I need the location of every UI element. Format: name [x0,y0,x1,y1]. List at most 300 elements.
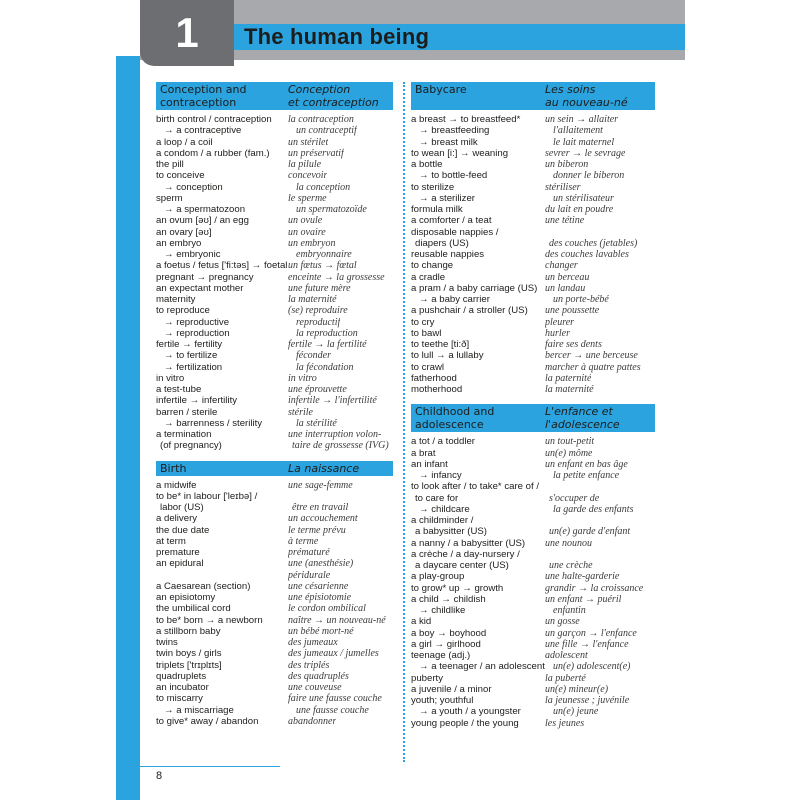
english-term: premature [156,547,200,558]
english-term: an ovum [əʊ] / an egg [156,215,249,227]
english-term: → childcare [419,503,470,515]
english-term: to change [411,260,454,272]
french-translation: un enfant → puéril [545,593,622,605]
vocab-entry [156,137,393,148]
vocab-entry [411,227,655,238]
heading-line: adolescence [415,418,484,432]
french-translation: la garde des enfants [553,503,634,515]
english-term: a termination [156,429,212,440]
vocab-entry [411,706,655,717]
french-translation: un landau [545,282,586,294]
vocab-entry [411,148,655,159]
english-term: → a baby carrier [419,294,490,305]
vocab-entry [411,628,655,639]
vocab-entry [411,616,655,627]
column-divider [403,82,405,762]
vocab-entry [411,317,655,328]
french-translation: enfantin [553,605,586,616]
vocab-entry [156,170,393,181]
vocab-entry [156,513,393,524]
section-heading-fr [288,83,379,109]
vocab-entry [411,272,655,283]
vocab-section [156,82,393,452]
heading-line: La naissance [288,461,360,475]
vocab-entry [411,294,655,305]
english-term: a tot / a toddler [411,436,475,448]
english-term: birth control / contraception [156,114,272,125]
french-translation: une sage-femme [288,479,353,491]
english-term: a condom / a rubber (fam.) [156,147,270,159]
french-translation: sevrer → le sevrage [545,147,626,159]
french-translation: être en travail [292,502,349,513]
english-term: labor (US) [160,502,204,513]
vocab-section [156,461,393,728]
french-translation: une éprouvette [288,384,347,395]
english-term: barren / sterile [156,406,218,418]
english-term: to bawl [411,327,442,339]
french-translation: abandonner [288,715,337,727]
french-translation: un sein → allaiter [545,114,619,125]
section-heading [411,404,655,432]
vocab-entry [156,159,393,170]
left-margin-band [116,56,140,800]
english-term: to cry [411,316,435,328]
heading-line: au nouveau-né [545,96,628,109]
english-term: a cradle [411,271,446,283]
french-translation: une tétine [545,215,585,227]
english-term: → to fertilize [164,350,218,362]
vocab-entry [156,384,393,395]
english-term: → a contraceptive [164,125,242,137]
french-translation: faire ses dents [545,339,602,350]
vocab-entry [411,650,655,661]
vocab-entry [411,193,655,204]
heading-line: Childhood and [415,405,495,419]
french-translation: faire une fausse couche [288,693,382,705]
english-term: a stillborn baby [156,625,221,637]
english-term: an incubator [156,682,209,693]
french-translation: féconder [296,350,331,362]
french-translation: un biberon [545,159,589,170]
vocab-entry [411,538,655,549]
heading-line: L'enfance et [545,405,613,419]
english-term: sperm [156,192,183,204]
english-term: a pushchair / a stroller (US) [411,305,528,317]
vocab-entry [156,407,393,418]
vocab-entry [156,581,393,592]
french-translation: marcher à quatre pattes [545,361,641,373]
chapter-number: 1 [175,9,199,56]
vocab-entry [411,695,655,706]
french-translation: hurler [545,327,570,339]
french-translation: une couveuse [288,682,342,693]
english-term: the due date [156,524,210,536]
vocab-entry [156,260,393,271]
french-translation: un accouchement [288,513,358,525]
vocab-entry [156,227,393,238]
french-translation: la petite enfance [553,470,620,481]
vocab-entry [156,693,393,704]
english-term: a nanny / a babysitter (US) [411,537,526,549]
french-translation: le terme prévu [288,524,346,536]
english-term: (of pregnancy) [160,440,222,452]
vocab-entry [156,418,393,429]
english-term: diapers (US) [415,237,469,249]
vocab-entry [156,525,393,536]
section-heading [411,82,655,110]
french-translation: du lait en poudre [545,204,614,215]
french-translation: (se) reproduire [288,305,348,317]
vocab-entry [156,272,393,283]
french-translation: prématuré [288,547,330,558]
english-term: a childminder / [411,515,474,526]
section-heading-fr [545,83,628,109]
french-translation: un(e) jeune [553,706,599,718]
heading-line: Birth [160,461,187,475]
french-translation: un préservatif [288,147,344,159]
french-translation: concevoir [288,170,328,182]
english-term: a daycare center (US) [415,560,509,571]
english-term: → reproduction [164,327,230,339]
vocab-entry [411,526,655,537]
french-translation: des triplés [288,659,330,671]
english-term: a midwife [156,479,197,491]
vocab-entry [156,350,393,361]
heading-line: Conception and [160,83,247,96]
section-heading-en [415,83,545,109]
english-term: a crèche / a day-nursery / [411,548,520,560]
english-term: → breastfeeding [419,125,490,137]
english-term: the pill [156,159,184,170]
english-term: pregnant → pregnancy [156,271,254,283]
english-term: → a miscarriage [164,704,234,716]
english-term: → a sterilizer [419,192,475,204]
french-translation: infertile → l'infertilité [288,395,377,407]
french-translation: la reproduction [296,327,358,339]
french-translation: la pilule [288,159,322,170]
french-translation: une nounou [545,537,592,549]
vocab-entry [411,159,655,170]
vocab-entry [411,328,655,339]
chapter-number-box [140,0,234,66]
vocab-entry [156,682,393,693]
english-term: reusable nappies [411,249,485,260]
french-translation: une fausse couche [296,704,369,716]
vocab-entry [156,294,393,305]
english-term: a play-group [411,571,465,583]
english-term: youth; youthful [411,695,474,706]
english-term: → breast milk [419,136,478,148]
french-translation: un contraceptif [296,125,357,137]
vocab-entry [411,249,655,260]
left-column [156,82,393,736]
english-term: to crawl [411,361,445,373]
vocab-entry [411,182,655,193]
french-translation: une fille → l'enfance [545,638,629,650]
vocab-entry [156,671,393,682]
french-translation: reproductif [296,316,341,328]
french-translation: la stérilité [296,417,337,429]
french-translation: un porte-bébé [553,294,609,305]
vocab-section [411,404,655,729]
french-translation: des jumeaux [288,637,338,648]
english-term: a kid [411,616,432,628]
vocab-entry [411,459,655,470]
vocab-entry [411,125,655,136]
english-term: teenage (adj.) [411,650,471,661]
english-term: twin boys / girls [156,648,222,660]
english-term: → a teenager / an adolescent [419,661,545,673]
heading-line: et contraception [288,96,379,109]
vocab-entry [156,615,393,626]
french-translation: stérile [288,406,313,418]
french-translation: naître → un nouveau-né [288,614,386,626]
english-term: fertile → fertility [156,339,223,350]
french-translation: péridurale [288,569,331,581]
french-translation: le sperme [288,192,327,204]
vocab-entry [156,648,393,659]
english-term: maternity [156,294,196,305]
english-term: in vitro [156,372,185,384]
english-term: an ovary [əʊ] [156,226,212,238]
english-term: → a spermatozoon [164,204,246,215]
french-translation: un spermatozoïde [296,204,367,215]
vocab-entry [411,137,655,148]
vocab-entry [156,558,393,569]
english-term: → conception [164,181,223,193]
english-term: an infant [411,458,448,470]
heading-line: Conception [288,83,351,96]
french-translation: un(e) adolescent(e) [553,661,631,673]
english-term: → infancy [419,470,462,481]
english-term: to sterilize [411,181,455,193]
english-term: infertile → infertility [156,395,238,407]
french-translation: un berceau [545,271,590,283]
english-term: at term [156,535,186,547]
french-translation: donner le biberon [553,170,625,182]
french-translation: un tout-petit [545,436,595,448]
english-term: formula milk [411,204,463,215]
english-term: puberty [411,672,443,684]
french-translation: une future mère [288,282,351,294]
english-term: a delivery [156,513,198,525]
english-term: to care for [415,492,459,504]
vocab-entry [156,480,393,491]
vocab-entry [411,470,655,481]
vocab-entry [156,536,393,547]
chapter-title-bar [234,24,685,50]
french-translation: taire de grossesse (IVG) [292,440,389,452]
english-term: quadruplets [156,670,207,682]
section-heading-en [160,83,288,109]
vocab-entry [156,238,393,249]
vocab-entry [156,362,393,373]
vocab-entry [411,493,655,504]
english-term: a brat [411,447,436,459]
english-term: → barrenness / sterility [164,417,263,429]
right-column [411,82,655,738]
vocab-entry [411,481,655,492]
english-term: to miscarry [156,693,203,705]
vocab-entry [156,373,393,384]
english-term: to grow* up → growth [411,582,504,594]
french-translation: adolescent [545,650,588,661]
french-translation: une halte-garderie [545,571,620,583]
french-translation: la maternité [545,384,594,395]
english-term: the umbilical cord [156,603,231,615]
vocab-entry [156,215,393,226]
french-translation: une crèche [549,560,593,571]
english-term: to give* away / abandon [156,715,259,727]
english-term: → to bottle-feed [419,170,488,182]
vocab-entry [156,502,393,513]
french-translation: une épisiotomie [288,592,352,603]
english-term: a child → childish [411,593,486,605]
vocab-entry [411,373,655,384]
french-translation: une poussette [545,305,600,317]
french-translation: fertile → la fertilité [288,339,367,350]
section-heading-fr [288,462,359,475]
vocab-entry [156,705,393,716]
vocab-entry [156,716,393,727]
vocab-entry [411,639,655,650]
english-term: a Caesarean (section) [156,580,251,592]
heading-line: Les soins [545,83,596,96]
vocab-entry [411,215,655,226]
vocab-entry [156,626,393,637]
vocab-entry [411,305,655,316]
french-translation: le lait maternel [553,136,615,148]
english-term: triplets ['trɪplɪts] [156,659,222,671]
english-term: a babysitter (US) [415,526,487,538]
vocab-entry [156,283,393,294]
english-term: to conceive [156,170,205,182]
footer-rule [140,766,280,767]
french-translation: le cordon ombilical [288,603,366,615]
vocab-entry [411,350,655,361]
vocab-entry [411,384,655,395]
english-term: a bottle [411,159,443,170]
vocab-entry [156,547,393,558]
vocab-entry [411,583,655,594]
english-term: → a youth / a youngster [419,706,521,718]
vocab-entry [411,515,655,526]
french-translation: à terme [288,535,319,547]
vocab-entry [156,317,393,328]
vocab-entry [156,114,393,125]
english-term: → embryonic [164,249,221,260]
english-term: a girl → girlhood [411,638,481,650]
vocab-entry [156,339,393,350]
vocab-entry [156,328,393,339]
french-translation: stériliser [545,181,581,193]
english-term: to wean [i:] → weaning [411,147,509,159]
vocab-entry [156,570,393,581]
french-translation: les jeunes [545,717,585,729]
french-translation: embryonnaire [296,249,352,260]
heading-line: contraception [160,96,237,109]
vocab-entry [156,305,393,316]
french-translation: un(e) môme [545,447,593,459]
french-translation: in vitro [288,372,317,384]
english-term: a loop / a coil [156,136,213,148]
section-heading-en [160,462,288,475]
french-translation: changer [545,260,578,272]
english-term: a comforter / a teat [411,215,492,227]
section-heading [156,461,393,476]
french-translation: la jeunesse ; juvénile [545,695,630,706]
french-translation: un fœtus → fœtal [288,260,357,272]
vocab-entry [411,170,655,181]
english-term: → reproductive [164,316,230,328]
french-translation: un embryon [288,237,336,249]
english-term: → childlike [419,605,466,616]
french-translation: une (anesthésie) [288,558,354,570]
vocab-entry [411,339,655,350]
french-translation: grandir → la croissance [545,582,644,594]
vocab-entry [156,637,393,648]
english-term: twins [156,637,178,648]
french-translation: un bébé mort-né [288,625,354,637]
vocab-entry [156,125,393,136]
french-translation: un(e) mineur(e) [545,683,609,695]
vocab-entry [156,249,393,260]
vocab-entry [411,260,655,271]
vocab-section [411,82,655,395]
english-term: to look after / to take* care of / [411,481,539,493]
french-translation: un gosse [545,616,580,628]
english-term: to be* born → a newborn [156,614,263,626]
french-translation: des quadruplés [288,670,349,682]
english-term: to lull → a lullaby [411,350,484,362]
french-translation: un(e) garde d'enfant [549,526,631,538]
vocab-entry [411,114,655,125]
english-term: a juvenile / a minor [411,683,492,695]
vocab-entry [156,395,393,406]
french-translation: des couches (jetables) [549,237,638,249]
french-translation: bercer → une berceuse [545,350,638,362]
vocab-entry [411,362,655,373]
english-term: a test-tube [156,384,202,395]
french-translation: la conception [296,181,351,193]
french-translation: l'allaitement [553,125,603,137]
vocab-entry [411,661,655,672]
vocab-entry [411,283,655,294]
english-term: an expectant mother [156,282,244,294]
vocab-entry [156,182,393,193]
french-translation: des couches lavables [545,249,629,260]
vocab-entry [411,448,655,459]
english-term: a breast → to breastfeed* [411,114,521,125]
english-term: to reproduce [156,305,210,317]
english-term: to teethe [ti:ð] [411,339,470,350]
english-term: motherhood [411,384,463,395]
french-translation: la paternité [545,372,592,384]
vocab-entry [411,571,655,582]
french-translation: une césarienne [288,580,349,592]
english-term: a boy → boyhood [411,627,487,639]
english-term: → fertilization [164,361,223,373]
english-term: young people / the young [411,717,519,729]
french-translation: un garçon → l'enfance [545,627,637,639]
chapter-title: The human being [244,24,430,49]
english-term: an episiotomy [156,592,216,603]
vocab-entry [411,238,655,249]
vocab-entry [411,436,655,447]
vocab-entry [411,504,655,515]
heading-line: Babycare [415,83,467,96]
french-translation: une interruption volon- [288,429,382,440]
